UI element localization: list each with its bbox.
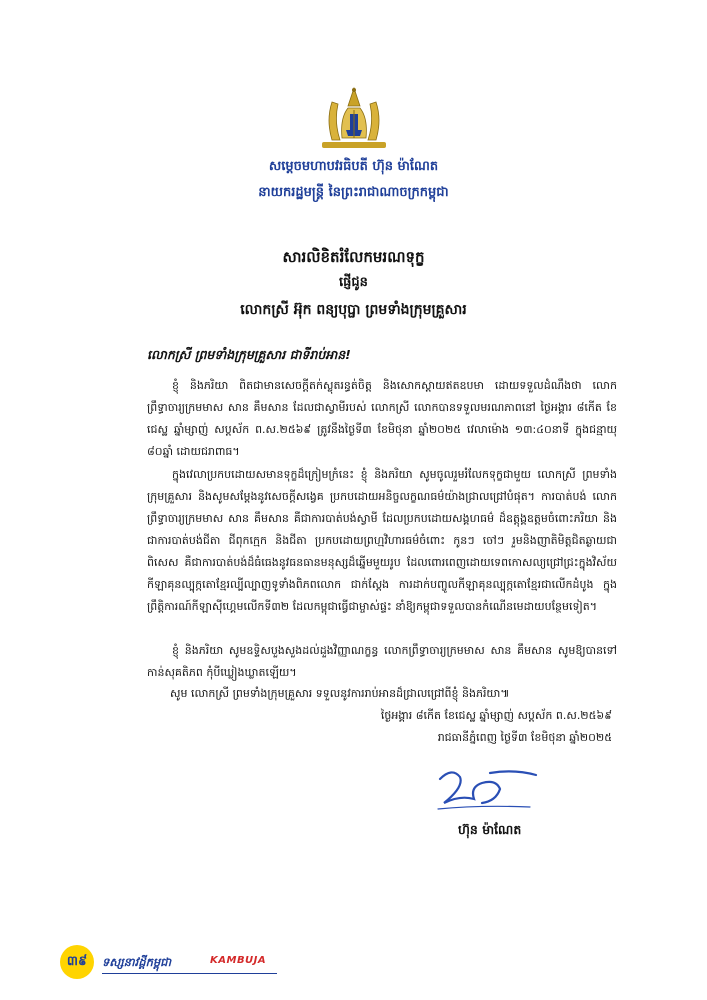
paragraph-line: ការបាត់បង់ លោកព្រឹទ្ធាចារ្យក្រមមាស សាន គឹមសាន គឺជាការបាត់បង់ស្វាមី ដែលប្រកបដោយសង្គហធម៌: [147, 490, 618, 525]
footer-divider: [102, 973, 277, 974]
paragraph-3: [147, 640, 617, 684]
closing-line: សូម លោកស្រី ព្រមទាំងក្រុមគ្រួសារ ទទួលនូវការរាប់អានដ៏ជ្រាលជ្រៅពីខ្ញុំ និងភរិយា៕: [170, 687, 510, 700]
paragraph-line: ខ្ញុំ និងភរិយា ពិតជាមានសេចក្តីតក់ស្លុតរន្ធត់ចិត្ត និងសោកស្តាយឥតឧបមា ដោយទទួលដំណឹងថា: [172, 379, 582, 392]
paragraph-line: ក្នុងវេលាប្រកបដោយសមានទុក្ខដ៏ក្រៀមក្រំនេះ ខ្ញុំ និងភរិយា សូមចូលរួមរំលែកទុក្ខជាមួយ លោកស្រី: [172, 468, 576, 481]
paragraph-line: សូមឱ្យបានទៅកាន់សុគតិភព កុំបីឃ្លៀងឃ្លាតឡើយ។: [147, 644, 618, 679]
paragraph-line: លោកព្រឹទ្ធាចារ្យក្រមមាស សាន គឹមសាន ដែលជាស្វាមីរបស់ លោកស្រី លោកបានទទួលមរណភាពនៅ: [147, 379, 617, 414]
royal-coat-of-arms-icon: [318, 82, 390, 152]
paragraph-line: ខ្ញុំ និងភរិយា សូមឧទ្ទិសបួងសួងដល់ដួងវិញ្ញាណក្ខន្ធ លោកព្រឹទ្ធាចារ្យក្រមមាស សាន គឹមសាន: [172, 644, 553, 657]
signer-name: ហ៊ុន ម៉ាណែត: [458, 822, 522, 837]
date-gregorian: រាជធានីភ្នំពេញ ថ្ងៃទី៣ ខែមិថុនា ឆ្នាំ២០២៥: [437, 731, 612, 744]
magazine-latin-name: KAMBUJA: [210, 955, 267, 966]
paragraph-line: ដ៏ឧត្តុង្គឧត្តមចំពោះភរិយា និងជាការបាត់បង់ជីតា ជីពុកក្មេក និងជីតា ប្រកបដោយព្រហ្មវិហារធម៌ចំពោះ: [147, 512, 617, 547]
recipient-line: លោកស្រី អ៊ុក ពន្យបុប្ផា ព្រមទាំងក្រុមគ្រួសារ: [240, 302, 467, 318]
letter-title: សារលិខិតរំលែកមរណទុក្ខ: [282, 248, 425, 266]
paragraph-line: ព្រមទាំងក្រុមគ្រួសារ និងសូមសម្តែងនូវសេចក្តីសង្វេគ ប្រកបដោយអនិច្ចលក្ខណធម៌យ៉ាងជ្រាលជ្រៅបំផុត។: [147, 468, 617, 503]
handwritten-signature: [430, 765, 540, 815]
paragraph-1: [147, 375, 617, 463]
sent-to-label: ផ្ញើជូន: [339, 275, 368, 290]
magazine-name: ទស្សនាវដ្តីកម្ពុជា: [102, 955, 172, 969]
sender-title: នាយករដ្ឋមន្ត្រី នៃព្រះរាជាណាចក្រកម្ពុជា: [258, 185, 449, 200]
paragraph-line: ដែលពោរពេញដោយទេពកោសល្យជ្រៅជ្រះក្នុងវិស័យកីឡាគុនល្បុក្កតោខ្មែរល្បីល្បាញទូទាំងពិភពលោក: [147, 556, 617, 591]
paragraph-line: ដែលកម្ពុជាធ្វើជាម្ចាស់ផ្ទះ នាំឱ្យកម្ពុជាទទួលបានកំណើនមេដាយបន្ថែមទៀត។: [292, 600, 598, 613]
page-number: ៣៩: [60, 945, 94, 979]
greeting: លោកស្រី ព្រមទាំងក្រុមគ្រួសារ ជាទីរាប់អាន!: [147, 347, 351, 362]
paragraph-line: ១៣:៤០នាទី ក្នុងជន្មាយុ ៨០ឆ្នាំ ដោយជរាពាធ។: [147, 423, 618, 458]
paragraph-2: [147, 464, 617, 618]
paragraph-line: កូនៗ ចៅៗ រួមនិងញាតិមិត្តជិតឆ្ងាយជាពិសេស គឺជាការបាត់បង់ដ៏ធំធេងនូវធនធានមនុស្សដ៏ឆ្នើមមួយរូប: [147, 534, 617, 569]
paragraph-line: ថ្ងៃអង្គារ ៨កើត ខែជេស្ឋ ឆ្នាំម្សាញ់ សប្តស័ក ព.ស.២៥៦៩ ត្រូវនឹងថ្ងៃទី៣ ខែមិថុនា ឆ្នាំ២០២៥ វេលាម៉ោង: [147, 401, 617, 436]
date-lunar: ថ្ងៃអង្គារ ៨កើត ខែជេស្ឋ ឆ្នាំម្សាញ់ សប្តស័ក ព.ស.២៥៦៩: [380, 709, 612, 722]
page-footer: [60, 943, 280, 983]
paragraph-line: ជាក់ស្តែង ការដាក់បញ្ចូលកីឡាគុនល្បុក្កតោខ្មែរជាលើកដំបូង ក្នុងព្រឹត្តិការណ៍កីឡាស៊ីហ្គេមលើកទី៣២: [147, 578, 618, 613]
sender-name: សម្តេចមហាបវរធិបតី ហ៊ុន ម៉ាណែត: [268, 159, 439, 174]
